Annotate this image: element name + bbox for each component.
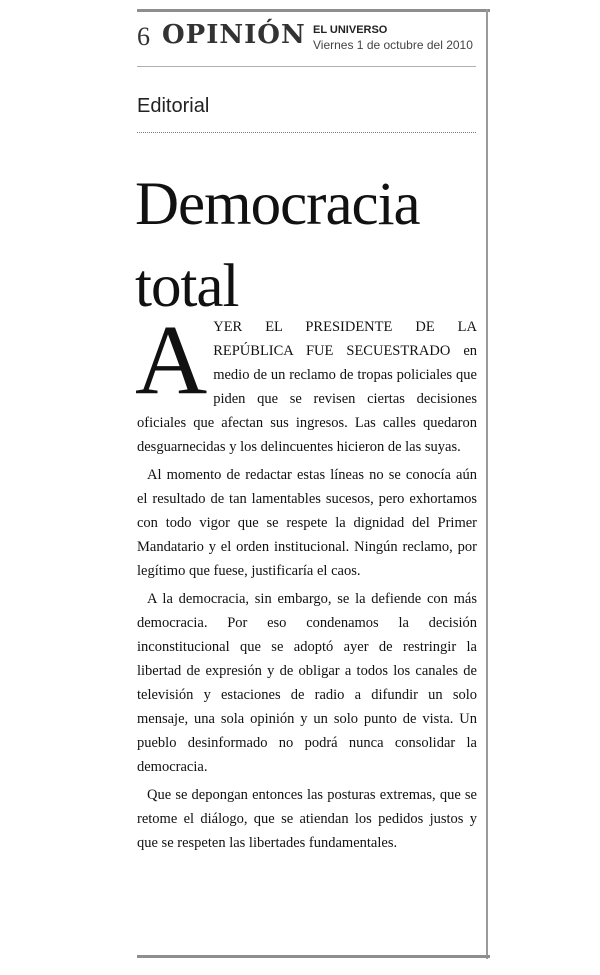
lead-caps: YER EL PRESIDENTE DE LA REPÚBLICA FUE SECUESTRADO	[213, 319, 477, 359]
bottom-rule	[137, 955, 490, 958]
paragraph-1-text: en medio de un reclamo de tropas policiales que piden que se revisen ciertas decisiones oficiales que afectan sus ingresos. Las calles quedaron desguarnecidas y los delincuentes hicieron de las suyas.	[137, 343, 477, 455]
dotted-divider	[137, 132, 476, 133]
publication-date: Viernes 1 de octubre del 2010	[313, 38, 473, 52]
page-number: 6	[137, 22, 150, 51]
headline: Democracia total	[135, 171, 420, 320]
header-divider	[137, 66, 476, 67]
paragraph-2: Al momento de redactar estas líneas no se conocía aún el resultado de tan lamentables sucesos, pero exhortamos con todo vigor que se respete la dignidad del Primer Mandatario y el orden institucional. Ningún reclamo, por legítimo que fuese, justificaría el caos.	[137, 467, 477, 579]
paragraph-4: Que se depongan entonces las posturas extremas, que se retome el diálogo, que se atiendan los pedidos justos y que se respeten las libertades fundamentales.	[137, 787, 477, 851]
section-label: Editorial	[137, 95, 210, 117]
paragraph-3: A la democracia, sin embargo, se la defiende con más democracia. Por eso condenamos la decisión inconstitucional que se adoptó ayer de restringir la libertad de expresión y de obligar a todos los canales de televisión y estaciones de radio a difundir un solo mensaje, una sola opinión y un solo punto de vista. Un pueblo desinformado no podrá nunca consolidar la democracia.	[137, 591, 477, 775]
newspaper-name: EL UNIVERSO	[313, 24, 388, 36]
article-body	[135, 304, 477, 855]
top-rule	[137, 9, 490, 12]
page-header	[137, 20, 482, 60]
drop-cap: A	[135, 304, 208, 415]
column-rule	[486, 9, 488, 959]
paragraph-1	[135, 304, 477, 459]
section-title: OPINIÓN	[162, 20, 306, 50]
